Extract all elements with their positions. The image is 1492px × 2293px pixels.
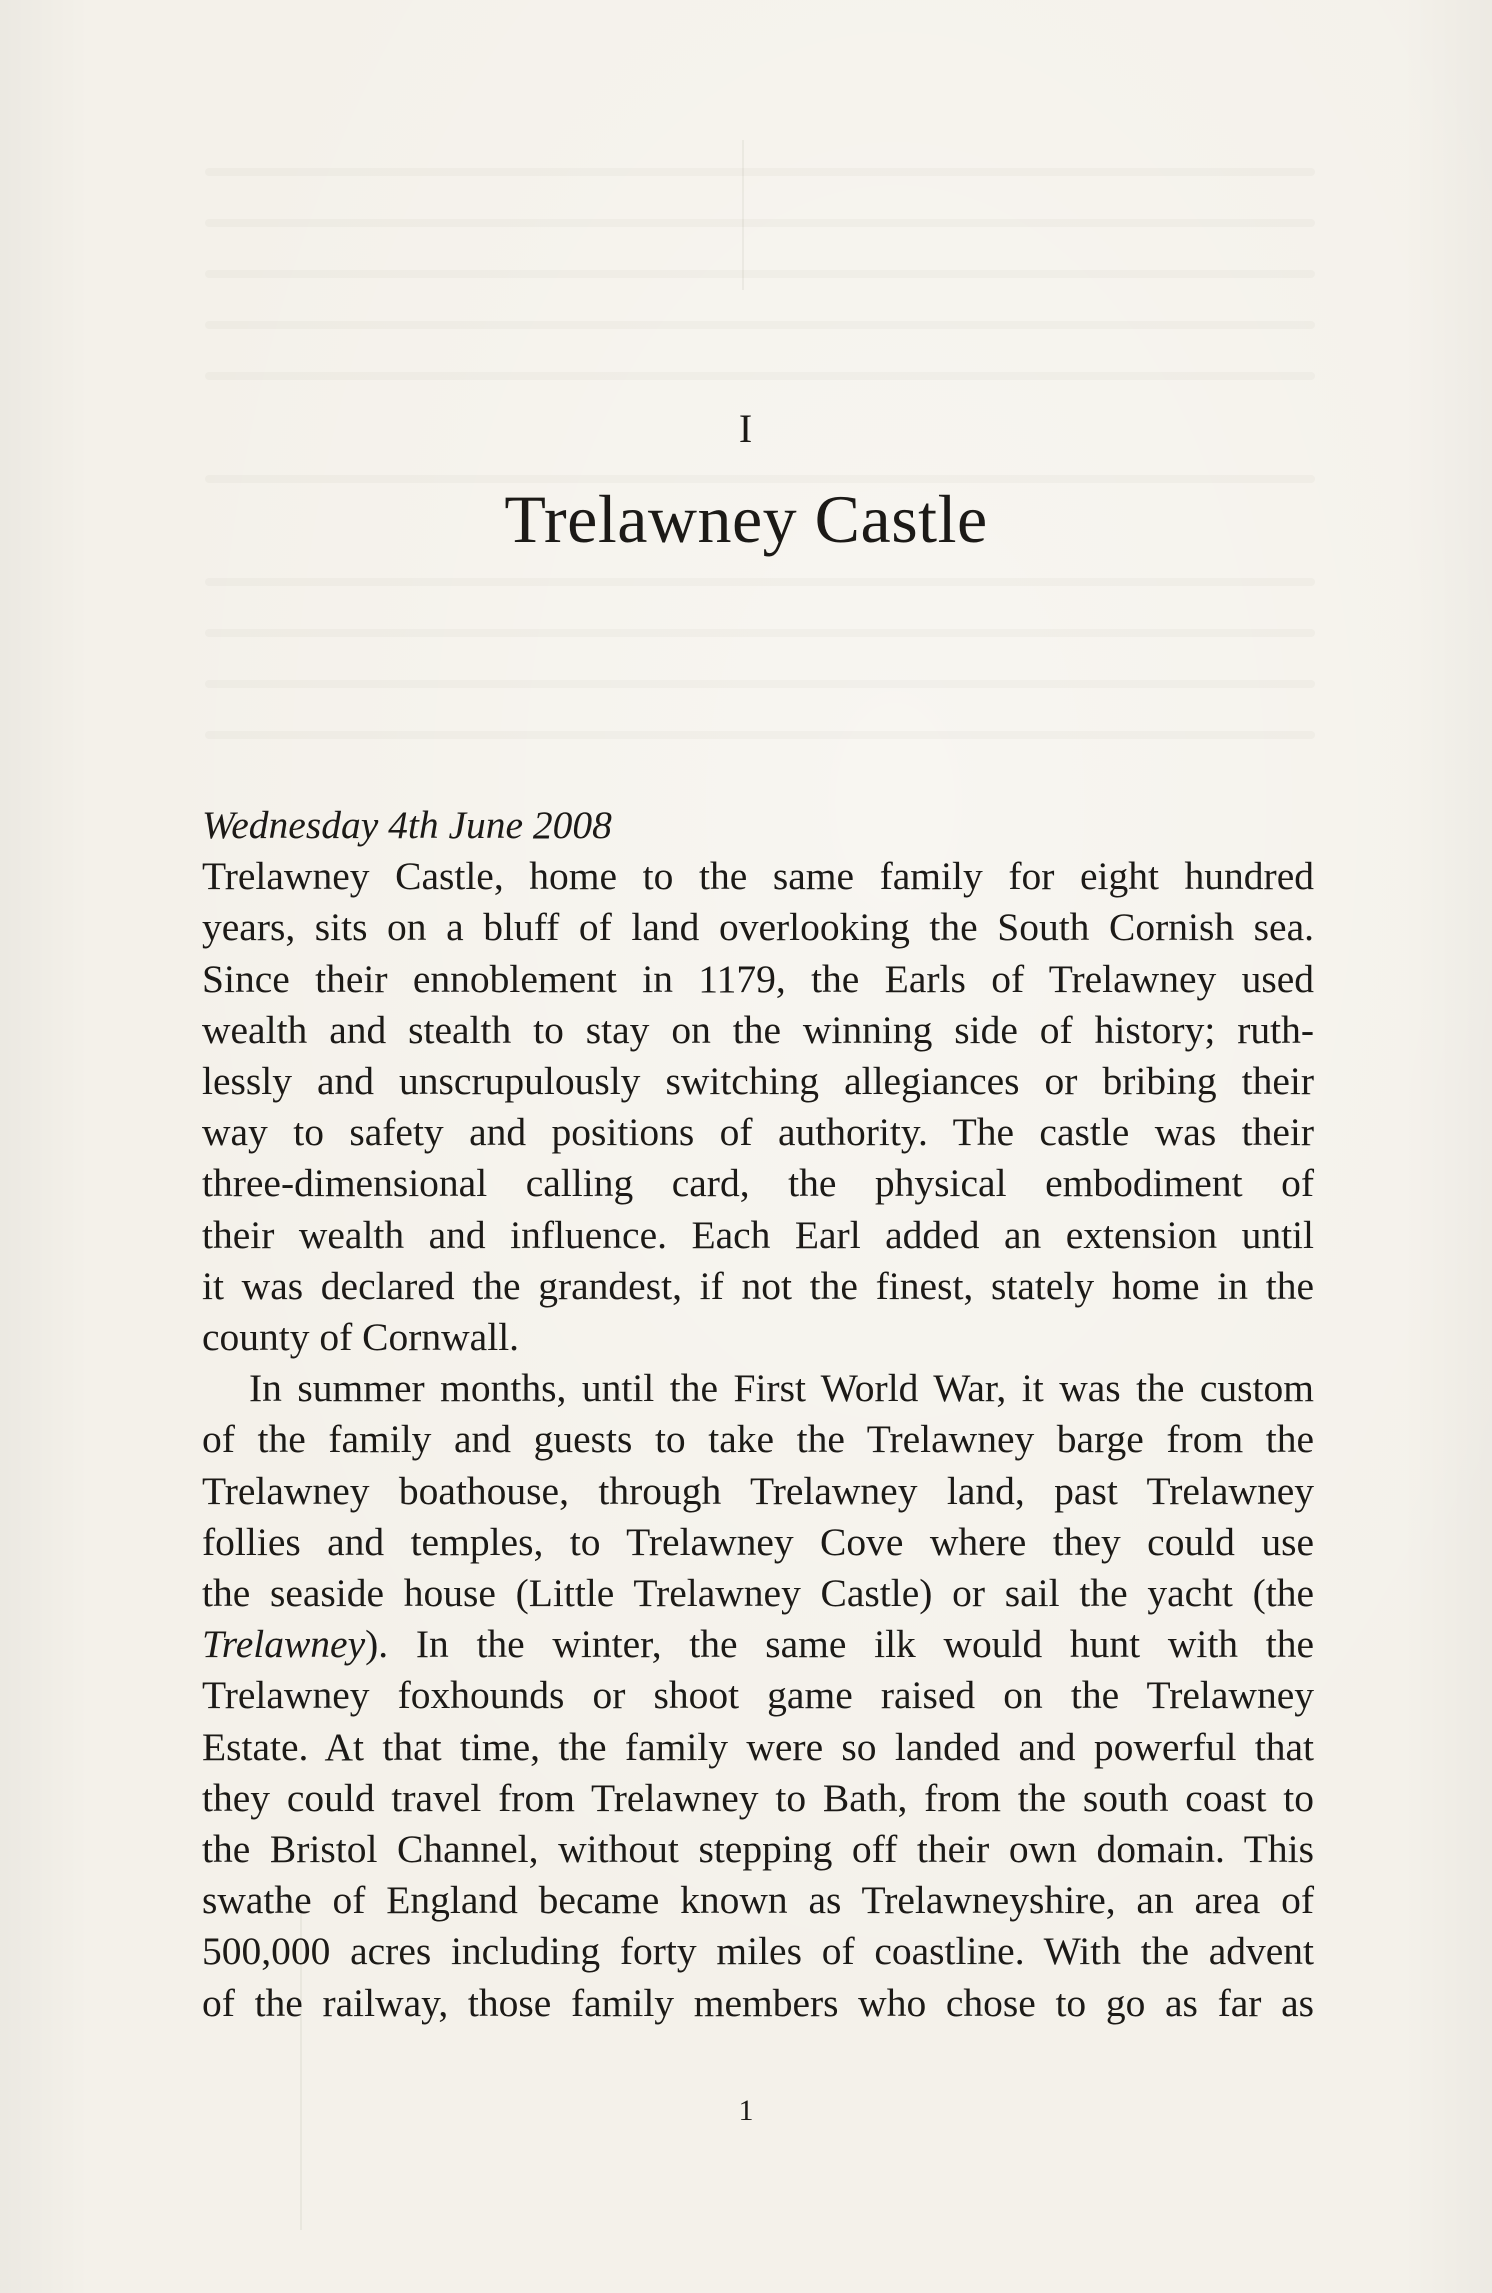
page-number: 1 (738, 2094, 754, 2127)
text-line: swathe of England became known as Trelawneyshire, an area of (202, 1878, 1314, 1923)
text-line: Trelawney foxhounds or shoot game raised on the Trelawney (202, 1673, 1314, 1718)
show-through-line (205, 168, 1315, 176)
dateline: Wednesday 4th June 2008 (202, 803, 612, 847)
show-through-line (205, 731, 1315, 739)
text-line: Trelawney boathouse, through Trelawney land, past Trelawney (202, 1468, 1314, 1513)
yacht-name: Trelawney (202, 1622, 366, 1667)
text-line: of the family and guests to take the Trelawney barge from the (202, 1417, 1314, 1462)
paper-crease (742, 140, 744, 290)
text-line: the Bristol Channel, without stepping off their own domain. This (202, 1827, 1314, 1872)
show-through-line (205, 680, 1315, 688)
text-line: Since their ennoblement in 1179, the Earls of Trelawney used (202, 956, 1314, 1001)
text-line: lessly and unscrupulously switching allegiances or bribing their (202, 1059, 1314, 1104)
text-line: In summer months, until the First World War, it was the custom (249, 1366, 1314, 1411)
text-line: of the railway, those family members who chose to go as far as (202, 1980, 1314, 2025)
text-line: they could travel from Trelawney to Bath, from the south coast to (202, 1775, 1314, 1820)
show-through-line (205, 270, 1315, 278)
text-line: county of Cornwall. (202, 1315, 520, 1360)
body-text (202, 800, 1314, 2029)
text-line: follies and temples, to Trelawney Cove where they could use (202, 1519, 1314, 1564)
chapter-title: Trelawney Castle (504, 481, 988, 557)
show-through-line (205, 219, 1315, 227)
text-line: Trelawney Castle, home to the same family for eight hundred (202, 854, 1314, 899)
show-through-line (205, 578, 1315, 586)
text-line: the seaside house (Little Trelawney Castle) or sail the yacht (the (202, 1571, 1314, 1616)
text-line: three-dimensional calling card, the physical embodiment of (202, 1161, 1314, 1206)
show-through-line (205, 321, 1315, 329)
text-line: years, sits on a bluff of land overlooking the South Cornish sea. (202, 905, 1314, 950)
yacht-close: ). (365, 1622, 389, 1667)
text-line: wealth and stealth to stay on the winning side of history; ruth- (202, 1007, 1314, 1052)
text-line: their wealth and influence. Each Earl added an extension until (202, 1212, 1314, 1257)
text-line: Estate. At that time, the family were so landed and powerful that (202, 1724, 1314, 1769)
text-line: way to safety and positions of authority. The castle was their (202, 1110, 1314, 1155)
text-fragment: In the winter, the same ilk would hunt with the (415, 1622, 1315, 1667)
text-line-with-italic (202, 1619, 1314, 1670)
text-line: it was declared the grandest, if not the finest, stately home in the (202, 1263, 1314, 1308)
text-line: 500,000 acres including forty miles of coastline. With the advent (202, 1929, 1314, 1974)
chapter-number: I (738, 406, 754, 451)
show-through-line (205, 629, 1315, 637)
show-through-line (205, 372, 1315, 380)
